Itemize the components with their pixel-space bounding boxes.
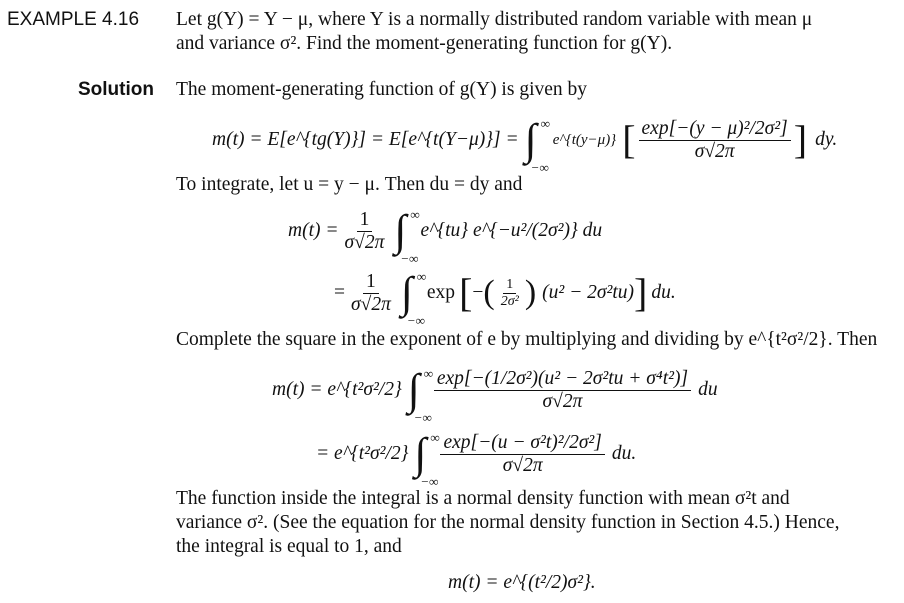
equation-5: [316, 422, 637, 489]
eq4-fraction: [434, 368, 691, 413]
eq4-integral: ∫ ∞ −∞: [407, 365, 434, 425]
equation-1: m(t) = E[e^{tg(Y)}] = E[e^{t(Y−μ)}] = ∫ ∞ −∞ e^{t(y−μ)} [ $\frac{\text{exp[−(y − μ)²/2σ²]}}{\sigma√2\pi}$ ] dy.: [212, 115, 838, 175]
equation-4: [272, 358, 718, 425]
eq4-lhs: m(t) = e^{t²σ²/2}: [272, 379, 402, 400]
eq2-numerator: 1: [357, 209, 373, 232]
equation-6: m(t) = e^{(t²/2)σ²}.: [448, 572, 596, 593]
eq5-numerator: exp[−(u − σ²t)²/2σ²]: [440, 432, 604, 455]
eq3-denominator: σ√2π: [351, 293, 391, 315]
eq3-prefix: =: [334, 282, 345, 303]
eq1-end: dy.: [815, 129, 838, 150]
eq2-fraction: [342, 209, 388, 254]
eq1-fraction: [639, 118, 791, 163]
eq3-exp: exp: [426, 282, 456, 303]
solution-intro: The moment-generating function of g(Y) is given by: [176, 79, 588, 100]
eq5-fraction: [440, 432, 604, 477]
paragraph-4-line-2: variance σ². (See the equation for the normal density function in Section 4.5.) Hence,: [176, 512, 840, 533]
example-label: EXAMPLE 4.16: [7, 9, 140, 30]
eq4-end: du: [698, 379, 718, 400]
eq2-integrand: e^{tu} e^{−u²/(2σ²)} du: [420, 220, 603, 241]
eq4-numerator: exp[−(1/2σ²)(u² − 2σ²tu + σ⁴t²)]: [434, 368, 691, 391]
eq1-denominator: σ√2π: [694, 140, 735, 162]
equation-3: = $\frac{1}{\sigma√2\pi}$ ∫ ∞ −∞ exp [ − ( $\frac{1}{\text{2σ²}}$ ) (u² − 2σ²tu) ] du.: [334, 268, 676, 328]
paragraph-4-line-1: The function inside the integral is a normal density function with mean σ²t and: [176, 488, 790, 509]
eq3-inner-fraction: $\frac{1}{\text{2σ²}}$: [500, 276, 519, 309]
eq4-denominator: σ√2π: [542, 390, 583, 412]
eq1-lhs: m(t) = E[e^{tg(Y)}] = E[e^{t(Y−μ)}] =: [212, 129, 519, 150]
equation-2: [288, 200, 603, 266]
eq1-integrand: e^{t(y−μ)}: [552, 131, 617, 148]
eq1-integral: ∫ ∞ −∞: [524, 115, 550, 175]
paragraph-3: Complete the square in the exponent of e by multiplying and dividing by e^{t²σ²/2}. Then: [176, 329, 878, 350]
eq2-lhs: m(t) =: [288, 220, 339, 241]
eq3-end: du.: [651, 282, 676, 303]
eq1-numerator: exp[−(y − μ)²/2σ²]: [639, 118, 791, 141]
eq3-body: (u² − 2σ²tu): [542, 282, 635, 303]
eq5-integral: ∫ ∞ −∞: [414, 429, 440, 489]
eq5-lhs: = e^{t²σ²/2}: [316, 443, 409, 464]
example-line-1: Let g(Y) = Y − μ, where Y is a normally distributed random variable with mean μ: [176, 9, 813, 30]
eq3-integral: ∫ ∞ −∞: [400, 268, 427, 328]
eq3-fraction: [348, 271, 394, 316]
eq5-denominator: σ√2π: [502, 454, 543, 476]
paragraph-4-line-3: the integral is equal to 1, and: [176, 536, 402, 557]
eq2-integral: ∫ ∞ −∞: [394, 206, 420, 266]
solution-label: Solution: [78, 79, 154, 100]
eq3-numerator: 1: [363, 271, 379, 294]
paragraph-2: To integrate, let u = y − μ. Then du = dy and: [176, 174, 523, 195]
eq5-end: du.: [611, 443, 637, 464]
eq2-denominator: σ√2π: [344, 231, 385, 253]
example-line-2: and variance σ². Find the moment-generating function for g(Y).: [176, 33, 673, 54]
